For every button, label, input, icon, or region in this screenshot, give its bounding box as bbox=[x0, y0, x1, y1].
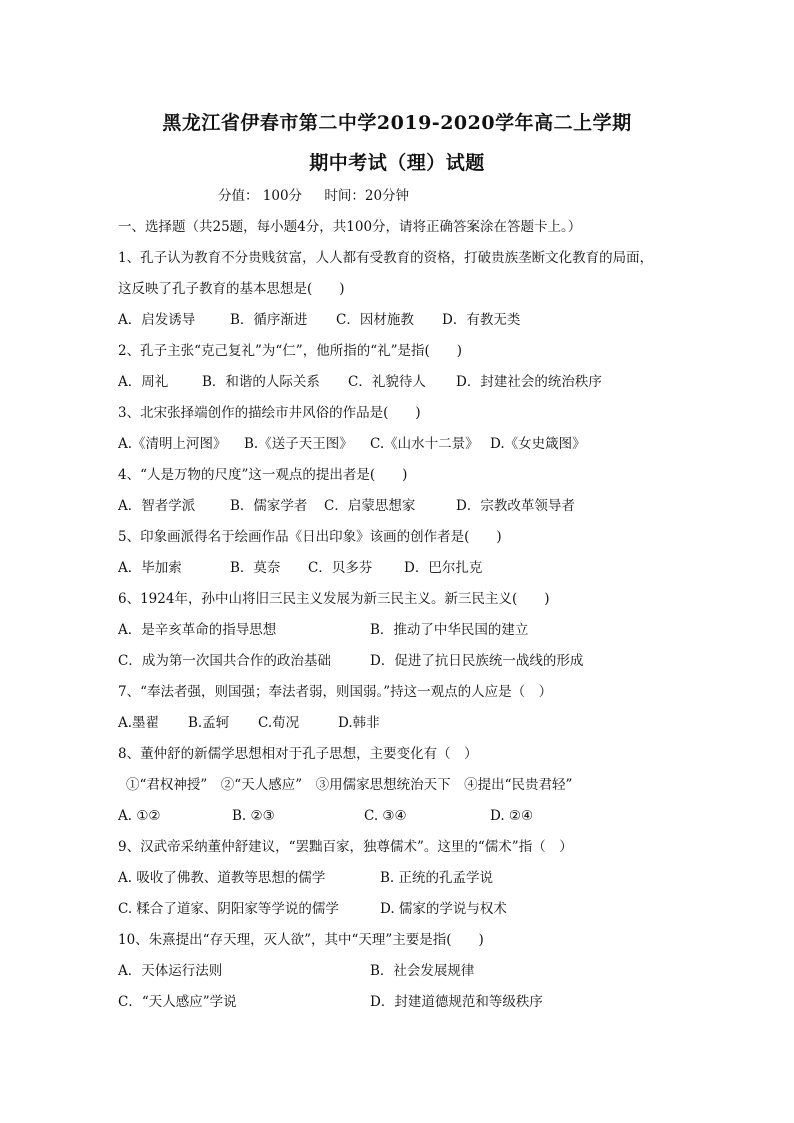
question-stem: 1、孔子认为教育不分贵贱贫富，人人都有受教育的资格，打破贵族垄断文化教育的局面， bbox=[118, 250, 654, 266]
question-stem: 10、朱熹提出“存天理，灭人欲”，其中“天理”主要是指( ) bbox=[118, 932, 484, 948]
option-b: B．儒家学者 bbox=[230, 498, 308, 514]
option-d: D.韩非 bbox=[338, 715, 380, 731]
option-a: A.墨翟 bbox=[118, 715, 160, 731]
exam-title-line2: 期中考试（理）试题 bbox=[309, 152, 485, 174]
option-b: B．莫奈 bbox=[230, 560, 281, 576]
exam-meta bbox=[218, 186, 427, 206]
option-a: A. 吸收了佛教、道教等思想的儒学 bbox=[118, 870, 326, 886]
option-c: C．贝多芬 bbox=[308, 560, 373, 576]
option-d: D. 儒家的学说与权术 bbox=[380, 901, 507, 917]
question-stem: 3、北宋张择端创作的描绘市井风俗的作品是( ) bbox=[118, 405, 421, 421]
option-a: A. ①② bbox=[118, 808, 161, 824]
option-d: D. ②④ bbox=[490, 808, 534, 824]
question-stem: 4、“人是万物的尺度”这一观点的提出者是( ) bbox=[118, 467, 408, 483]
question-stem: 7、“奉法者强，则国强；奉法者弱，则国弱。”持这一观点的人应是（ ） bbox=[118, 684, 553, 700]
option-d: D．有教无类 bbox=[442, 312, 521, 328]
option-b: B.孟轲 bbox=[188, 715, 230, 731]
option-c: C．因材施教 bbox=[336, 312, 414, 328]
question-stem: 8、董仲舒的新儒学思想相对于孔子思想，主要变化有（ ） bbox=[118, 746, 478, 762]
option-a: A．启发诱导 bbox=[118, 312, 196, 328]
option-a: A．天体运行法则 bbox=[118, 963, 223, 979]
section-heading: 一、选择题（共25题，每小题4分，共100分，请将正确答案涂在答题卡上。） bbox=[118, 219, 582, 235]
exam-title-line1: 黑龙江省伊春市第二中学2019-2020学年高二上学期 bbox=[162, 112, 632, 134]
question-stem-continued: 这反映了孔子教育的基本思想是( ) bbox=[118, 281, 345, 297]
time-info: 时间：20分钟 bbox=[324, 188, 410, 204]
option-b: B. 正统的孔孟学说 bbox=[380, 870, 494, 886]
option-b: B. ②③ bbox=[232, 808, 275, 824]
option-b: B．社会发展规律 bbox=[370, 963, 475, 979]
option-b: B．循序渐进 bbox=[230, 312, 308, 328]
score-info: 分值： 100分 bbox=[218, 188, 303, 204]
option-d: D．促进了抗日民族统一战线的形成 bbox=[370, 653, 584, 669]
option-a: A．毕加索 bbox=[118, 560, 182, 576]
option-a: A．智者学派 bbox=[118, 498, 196, 514]
question-statements: ①“君权神授” ②“天人感应” ③用儒家思想统治天下 ④提出“民贵君轻” bbox=[126, 777, 573, 793]
question-stem: 9、汉武帝采纳董仲舒建议，“罢黜百家，独尊儒术”。这里的“儒术”指（ ） bbox=[118, 839, 573, 855]
option-c: C.荀况 bbox=[258, 715, 300, 731]
option-c: C. ③④ bbox=[364, 808, 407, 824]
option-c: C．礼貌待人 bbox=[348, 374, 426, 390]
option-c: C.《山水十二景》 bbox=[370, 436, 479, 452]
option-d: D．巴尔扎克 bbox=[404, 560, 483, 576]
option-d: D.《女史箴图》 bbox=[490, 436, 586, 452]
option-d: D．宗教改革领导者 bbox=[456, 498, 575, 514]
option-d: D．封建社会的统治秩序 bbox=[456, 374, 602, 390]
option-a: A．是辛亥革命的指导思想 bbox=[118, 622, 277, 638]
option-b: B.《送子天王图》 bbox=[244, 436, 353, 452]
option-b: B．推动了中华民国的建立 bbox=[370, 622, 529, 638]
option-c: C．启蒙思想家 bbox=[324, 498, 416, 514]
option-a: A.《清明上河图》 bbox=[118, 436, 227, 452]
option-c: C. 糅合了道家、阴阳家等学说的儒学 bbox=[118, 901, 339, 917]
option-c: C．“天人感应”学说 bbox=[118, 994, 237, 1010]
question-stem: 2、孔子主张“克己复礼”为“仁”，他所指的“礼”是指( ) bbox=[118, 343, 463, 359]
option-d: D．封建道德规范和等级秩序 bbox=[370, 994, 543, 1010]
question-stem: 5、印象画派得名于绘画作品《日出印象》该画的创作者是( ) bbox=[118, 529, 502, 545]
question-stem: 6、1924年，孙中山将旧三民主义发展为新三民主义。新三民主义( ) bbox=[118, 591, 550, 607]
option-b: B．和谐的人际关系 bbox=[202, 374, 320, 390]
option-a: A．周礼 bbox=[118, 374, 169, 390]
option-c: C．成为第一次国共合作的政治基础 bbox=[118, 653, 331, 669]
